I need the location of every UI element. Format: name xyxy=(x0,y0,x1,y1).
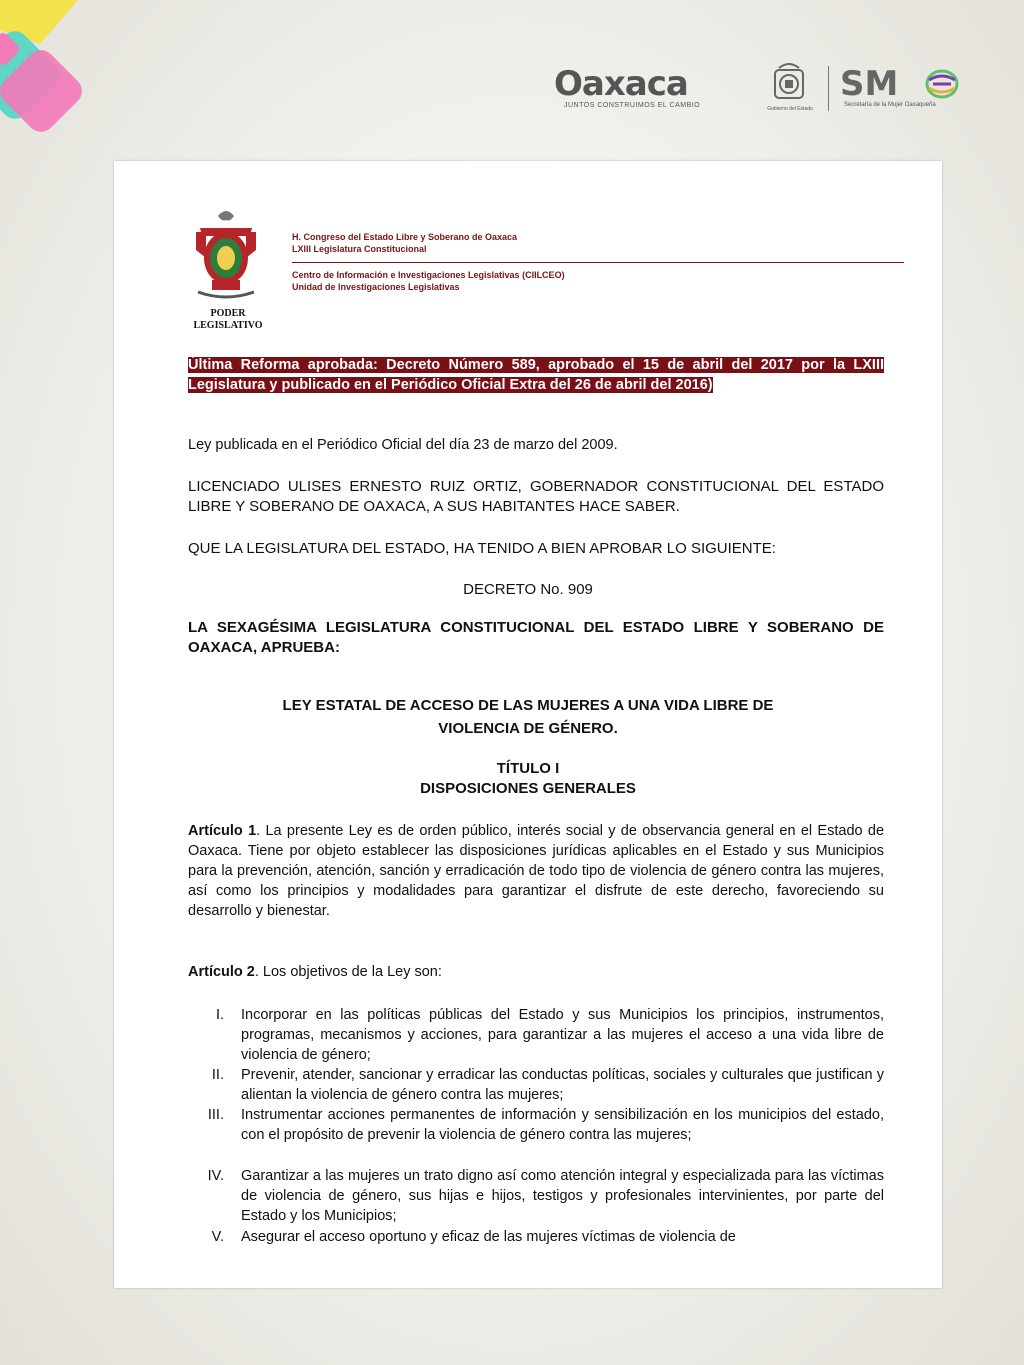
list-item-number: II. xyxy=(211,1067,224,1083)
licenciado-paragraph: LICENCIADO ULISES ERNESTO RUIZ ORTIZ, GOBERNADOR CONSTITUCIONAL DEL ESTADO LIBRE Y SOBERANO DE OAXACA, A SUS HABITANTES HACE SABER. xyxy=(188,478,884,515)
sexagesima-paragraph: LA SEXAGÉSIMA LEGISLATURA CONSTITUCIONAL DEL ESTADO LIBRE Y SOBERANO DE OAXACA, APRUEBA: xyxy=(188,619,884,656)
articulo-2-label: Artículo 2 xyxy=(188,964,255,980)
list-item-text: Asegurar el acceso oportuno y eficaz de las mujeres víctimas de violencia de xyxy=(241,1229,736,1245)
poder-legislativo-label xyxy=(180,308,276,332)
ley-title-line2: VIOLENCIA DE GÉNERO. xyxy=(438,720,618,737)
publicada-paragraph: Ley publicada en el Periódico Oficial del día 23 de marzo del 2009. xyxy=(188,437,618,453)
oaxaca-coat-of-arms-icon xyxy=(192,206,260,301)
list-item-number: III. xyxy=(207,1107,224,1123)
logo-divider xyxy=(828,66,829,111)
articulo-1-text: . La presente Ley es de orden público, interés social y de observancia general en el Estado de Oaxaca. Tiene por objeto establecer las disposiciones jurídicas aplicables en el Estado y sus Municipios para la prevención, atención, sanción y erradicación de todo tipo de violencia de género contra las mujeres, así como los principios y modalidades para garantizar el disfrute de este derecho, favoreciendo su desarrollo y bienestar. xyxy=(188,823,885,919)
que-la-paragraph: QUE LA LEGISLATURA DEL ESTADO, HA TENIDO A BIEN APROBAR LO SIGUIENTE: xyxy=(188,540,776,557)
gobierno-label: Gobierno del Estado xyxy=(767,106,813,112)
list-item-number: V. xyxy=(211,1229,224,1245)
disposiciones-heading: DISPOSICIONES GENERALES xyxy=(420,780,636,797)
gobierno-seal-icon xyxy=(767,60,811,102)
list-item-text: Prevenir, atender, sancionar y erradicar las conductas políticas, sociales y culturales que justifican y alientan la violencia de género contra las mujeres; xyxy=(241,1067,884,1103)
decreto-number: DECRETO No. 909 xyxy=(463,581,593,598)
centro-header xyxy=(292,269,565,293)
oaxaca-logo: Oaxaca xyxy=(554,64,688,104)
list-item-number: I. xyxy=(215,1007,224,1023)
articulo-1-label: Artículo 1 xyxy=(188,823,257,839)
list-item-number: IV. xyxy=(207,1168,224,1184)
institutional-logos xyxy=(552,56,972,116)
header-line1: H. Congreso del Estado Libre y Soberano de Oaxaca xyxy=(292,232,518,242)
ley-title-line1: LEY ESTATAL DE ACCESO DE LAS MUJERES A UNA VIDA LIBRE DE xyxy=(282,697,774,714)
smo-circle-icon xyxy=(924,68,960,100)
decorative-corner-shapes xyxy=(0,0,90,170)
header-line2: LXIII Legislatura Constitucional xyxy=(292,244,427,254)
poder-line2: LEGISLATIVO xyxy=(193,320,263,331)
list-item-text: Garantizar a las mujeres un trato digno así como atención integral y especializada para las víctimas de violencia de género, sus hijas e hijos, testigos y profesionales intervinientes, por parte del Estado y los Municipios; xyxy=(241,1168,884,1224)
articulo-2 xyxy=(188,962,884,982)
articulo-1 xyxy=(188,821,884,921)
list-item-text: Instrumentar acciones permanentes de información y sensibilización en los municipios del estado, con el propósito de prevenir la violencia de género contra las mujeres; xyxy=(241,1107,884,1143)
header-divider xyxy=(292,262,904,263)
poder-line1: PODER xyxy=(210,308,246,319)
titulo-heading: TÍTULO I xyxy=(496,760,560,777)
smo-logo: SM xyxy=(840,64,899,104)
list-item-text: Incorporar en las políticas públicas del Estado y sus Municipios los principios, instrumentos, programas, mecanismos y acciones, para garantizar a las mujeres el acceso a una vida libre de violencia de género; xyxy=(241,1007,884,1063)
header-line4: Unidad de Investigaciones Legislativas xyxy=(292,282,460,292)
ultima-reforma-highlight xyxy=(188,355,884,395)
smo-tagline: Secretaría de la Mujer Oaxaqueña xyxy=(844,102,936,108)
congreso-header xyxy=(292,231,517,255)
document-page xyxy=(114,161,942,1288)
ultima-reforma-text: Última Reforma aprobada: Decreto Número 589, aprobado el 15 de abril del 2017 por la LXIII Legislatura y publicado en el Periódico Oficial Extra del 26 de abril del 2016) xyxy=(188,357,884,393)
articulo-2-text: . Los objetivos de la Ley son: xyxy=(254,964,442,980)
header-line3: Centro de Información e Investigaciones Legislativas (CIILCEO) xyxy=(292,270,565,280)
oaxaca-tagline: JUNTOS CONSTRUIMOS EL CAMBIO xyxy=(564,102,701,109)
